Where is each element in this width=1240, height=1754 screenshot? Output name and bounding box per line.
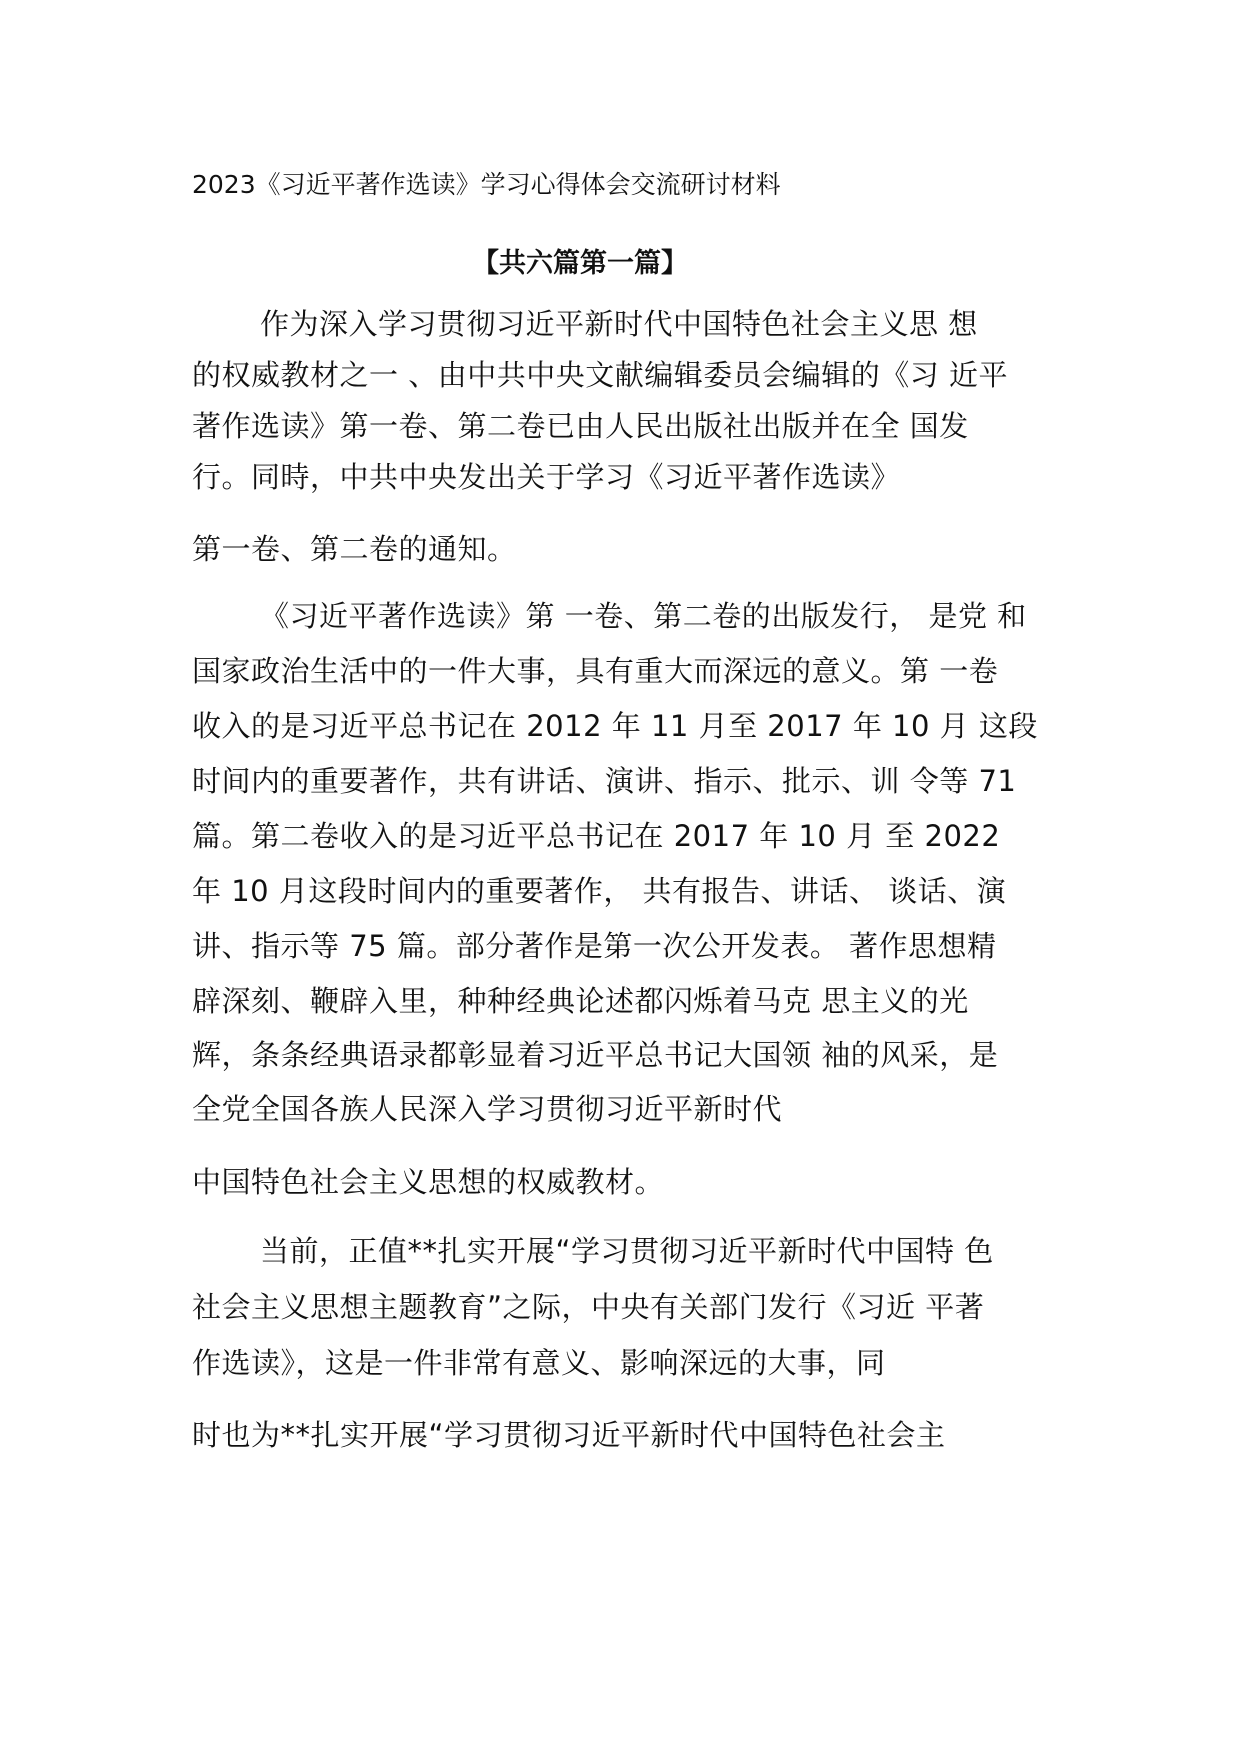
paragraph-line: 收入的是习近平总书记在 2012 年 11 月至 2017 年 10 月 这段 [192, 709, 1038, 743]
paragraph-line: 《习近平著作选读》第 一卷、第二卷的出版发行， 是党 和 [260, 599, 1027, 633]
paragraph-line: 的权威教材之一 、由中共中央文献编辑委员会编辑的《习 近平 [192, 358, 1008, 392]
paragraph-line: 第一卷、第二卷的通知。 [192, 532, 517, 566]
paragraph-line: 著作选读》第一卷、第二卷已由人民出版社出版并在全 国发 [192, 409, 969, 443]
section-heading: 【共六篇第一篇】 [472, 248, 688, 279]
paragraph-line: 作选读》，这是一件非常有意义、影响深远的大事，同 [192, 1346, 886, 1380]
paragraph-line: 作为深入学习贯彻习近平新时代中国特色社会主义思 想 [260, 307, 978, 341]
paragraph-line: 篇。第二卷收入的是习近平总书记在 2017 年 10 月 至 2022 [192, 819, 1001, 853]
paragraph-line: 中国特色社会主义思想的权威教材。 [192, 1165, 665, 1199]
paragraph-line: 全党全国各族人民深入学习贯彻习近平新时代 [192, 1092, 783, 1126]
paragraph-line: 辉，条条经典语录都彰显着习近平总书记大国领 袖的风采，是 [192, 1038, 999, 1072]
paragraph-line: 时也为**扎实开展“学习贯彻习近平新时代中国特色社会主 [192, 1418, 946, 1452]
paragraph-line: 社会主义思想主题教育”之际，中央有关部门发行《习近 平著 [192, 1290, 985, 1324]
paragraph-line: 年 10 月这段时间内的重要著作， 共有报告、讲话、 谈话、演 [192, 874, 1007, 908]
paragraph-line: 时间内的重要著作，共有讲话、演讲、指示、批示、训 令等 71 [192, 764, 1017, 798]
paragraph-line: 国家政治生活中的一件大事，具有重大而深远的意义。第 一卷 [192, 654, 999, 688]
document-title: 2023《习近平著作选读》学习心得体会交流研讨材料 [192, 170, 781, 199]
paragraph-line: 讲、指示等 75 篇。部分著作是第一次公开发表。 著作思想精 [192, 929, 997, 963]
paragraph-line: 辟深刻、鞭辟入里，种种经典论述都闪烁着马克 思主义的光 [192, 984, 969, 1018]
paragraph-line: 行。同時，中共中央发出关于学习《习近平著作选读》 [192, 460, 901, 494]
paragraph-line: 当前，正值**扎实开展“学习贯彻习近平新时代中国特 色 [260, 1234, 994, 1268]
